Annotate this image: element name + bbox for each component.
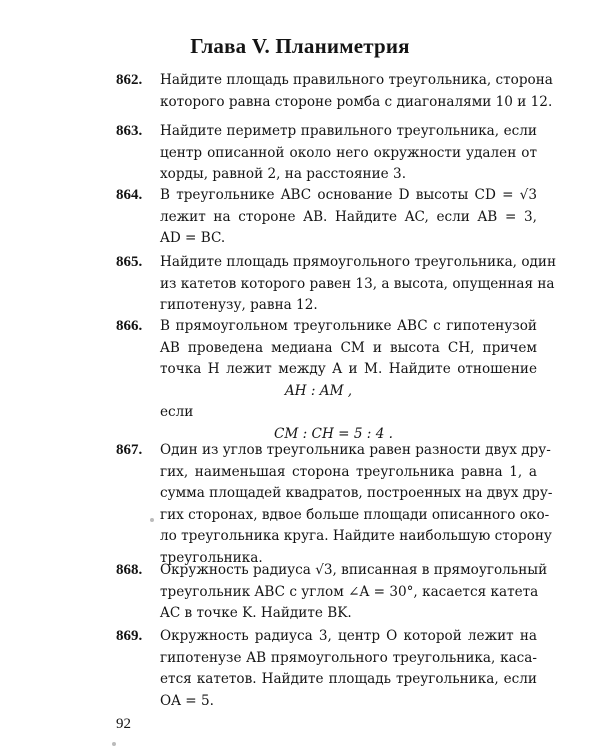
problem-line: ло треугольника круга. Найдите наибольшую сторону xyxy=(160,528,552,544)
problem-line: лежит на стороне AB. Найдите AC, если AB = 3, xyxy=(160,208,537,225)
problem-text xyxy=(160,121,537,186)
problem-line: гипотенузу, равна 12. xyxy=(160,297,318,313)
problem-line: гих сторонах, вдвое больше площади описанного око- xyxy=(160,506,550,523)
problem-line: треугольник ABC с углом ∠A = 30°, касается катета xyxy=(160,583,539,600)
page-number: 92 xyxy=(116,716,131,732)
problem-text xyxy=(160,252,557,317)
problem-number: 862. xyxy=(116,72,143,88)
formula: CM : CH = 5 : 4 . xyxy=(274,425,393,442)
problem-line: хорды, равной 2, на расстояние 3. xyxy=(160,166,407,182)
problem-line: центр описанной около него окружности удален от xyxy=(160,144,537,161)
problem-line: треугольника. xyxy=(160,549,263,566)
problem-number: 868. xyxy=(116,562,143,578)
chapter-title: Глава V. Планиметрия xyxy=(190,34,410,58)
problem-line: которого равна стороне ромба с диагоналями 10 и 12. xyxy=(160,93,553,110)
problem-line: сумма площадей квадратов, построенных на двух дру- xyxy=(160,485,553,501)
problem-text xyxy=(160,560,548,625)
problem-line: точка H лежит между A и M. Найдите отношение xyxy=(160,361,537,377)
problem-line: В прямоугольном треугольнике ABC с гипотенузой xyxy=(160,318,537,334)
problem-number: 864. xyxy=(116,187,143,203)
scan-speck xyxy=(150,518,154,522)
problem-line: гипотенузе AB прямоугольного треугольника, каса- xyxy=(160,649,537,666)
problem-line: Один из углов треугольника равен разности двух дру- xyxy=(160,442,551,458)
problem-text xyxy=(160,185,537,250)
problem-number: 863. xyxy=(116,123,143,139)
problem-line: Найдите площадь правильного треугольника, сторона xyxy=(160,72,553,88)
formula: AH : AM , xyxy=(284,382,353,399)
problem-line: если xyxy=(160,404,194,420)
problem-text xyxy=(160,626,537,712)
problem-line: из катетов которого равен 13, а высота, опущенная на xyxy=(160,275,555,292)
problem-text xyxy=(160,440,553,569)
problem-line: AD = BC. xyxy=(160,230,226,246)
problem-line: Найдите площадь прямоугольного треугольника, один xyxy=(160,254,557,270)
problem-number: 865. xyxy=(116,254,143,270)
problem-number: 869. xyxy=(116,628,143,644)
problem-text xyxy=(160,70,553,113)
problem-number: 866. xyxy=(116,318,143,334)
problem-number: 867. xyxy=(116,442,143,458)
problem-line: OA = 5. xyxy=(160,692,214,709)
scan-speck xyxy=(112,742,116,746)
problem-line: Окружность радиуса √3, вписанная в прямоугольный xyxy=(160,562,548,578)
problem-line: ется катетов. Найдите площадь треугольника, если xyxy=(160,671,537,687)
problem-line: AC в точке K. Найдите BK. xyxy=(160,605,352,621)
problem-line: гих, наименьшая сторона треугольника равна 1, а xyxy=(160,463,537,480)
problem-line: В треугольнике ABC основание D высоты CD = √3 xyxy=(160,187,537,203)
problem-text xyxy=(160,316,537,445)
problem-line: Окружность радиуса 3, центр O которой лежит на xyxy=(160,628,537,644)
problem-line: Найдите периметр правильного треугольника, если xyxy=(160,123,537,139)
problem-line: AB проведена медиана CM и высота CH, причем xyxy=(160,339,537,356)
